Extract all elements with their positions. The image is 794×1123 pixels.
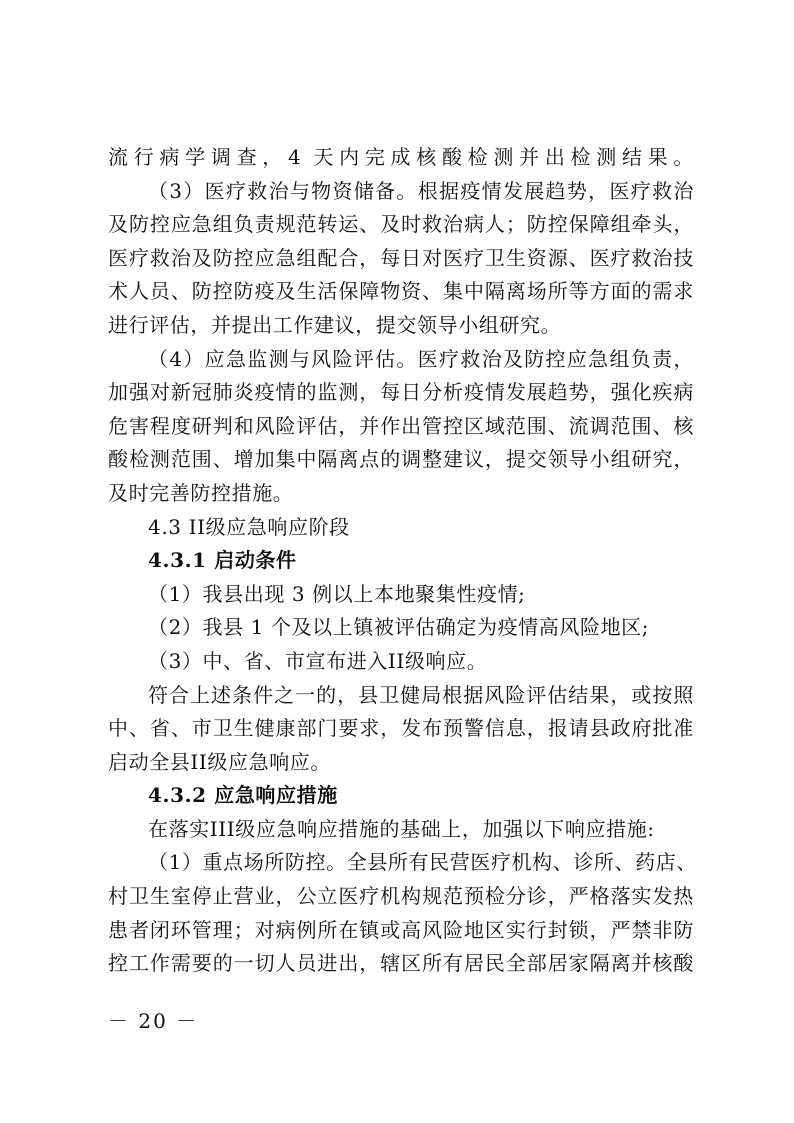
section-heading-4-3-2: 4.3.2 应急响应措施 <box>148 783 338 808</box>
text-line-4: 医疗救治及防控应急组配合，每日对医疗卫生资源、医疗救治技 <box>108 245 694 270</box>
text-line-10: 酸检测范围、增加集中隔离点的调整建议，提交领导小组研究， <box>108 447 694 472</box>
section-heading-4-3-1: 4.3.1 启动条件 <box>148 548 297 573</box>
document-body <box>108 141 697 981</box>
text-line-25: 控工作需要的一切人员进出，辖区所有居民全部居家隔离并核酸 <box>108 951 694 976</box>
text-line-22: （1）重点场所防控。全县所有民营医疗机构、诊所、药店、 <box>148 850 697 875</box>
text-line-2: （3）医疗救治与物资储备。根据疫情发展趋势，医疗救治 <box>148 178 694 203</box>
text-line-19: 启动全县II级应急响应。 <box>108 749 332 774</box>
text-line-3: 及防控应急组负责规范转运、及时救治病人；防控保障组牵头， <box>108 212 694 237</box>
text-line-7: （4）应急监测与风险评估。医疗救治及防控应急组负责， <box>148 346 694 371</box>
text-line-11: 及时完善防控措施。 <box>108 480 294 505</box>
text-line-1: 流行病学调查，4 天内完成核酸检测并出检测结果。 <box>108 145 694 169</box>
text-line-17: 符合上述条件之一的，县卫健局根据风险评估结果，或按照 <box>148 682 694 707</box>
text-line-21: 在落实III级应急响应措施的基础上，加强以下响应措施: <box>148 816 655 841</box>
text-line-14: （1）我县出现 3 例以上本地聚集性疫情; <box>148 581 526 606</box>
text-line-23: 村卫生室停止营业，公立医疗机构规范预检分诊，严格落实发热 <box>108 884 694 909</box>
page-number: － 20 － <box>108 1009 199 1033</box>
text-line-15: （2）我县 1 个及以上镇被评估确定为疫情高风险地区; <box>148 615 650 640</box>
text-line-6: 进行评估，并提出工作建议，提交领导小组研究。 <box>108 312 562 337</box>
text-line-5: 术人员、防控防疫及生活保障物资、集中隔离场所等方面的需求 <box>108 279 694 304</box>
section-heading-4-3: 4.3 II级应急响应阶段 <box>148 514 350 539</box>
text-line-8: 加强对新冠肺炎疫情的监测，每日分析疫情发展趋势，强化疾病 <box>108 380 694 405</box>
text-line-16: （3）中、省、市宣布进入II级响应。 <box>148 648 488 673</box>
text-line-18: 中、省、市卫生健康部门要求，发布预警信息，报请县政府批准 <box>108 716 694 741</box>
text-line-9: 危害程度研判和风险评估，并作出管控区域范围、流调范围、核 <box>108 413 694 438</box>
text-line-24: 患者闭环管理；对病例所在镇或高风险地区实行封锁，严禁非防 <box>108 917 694 942</box>
